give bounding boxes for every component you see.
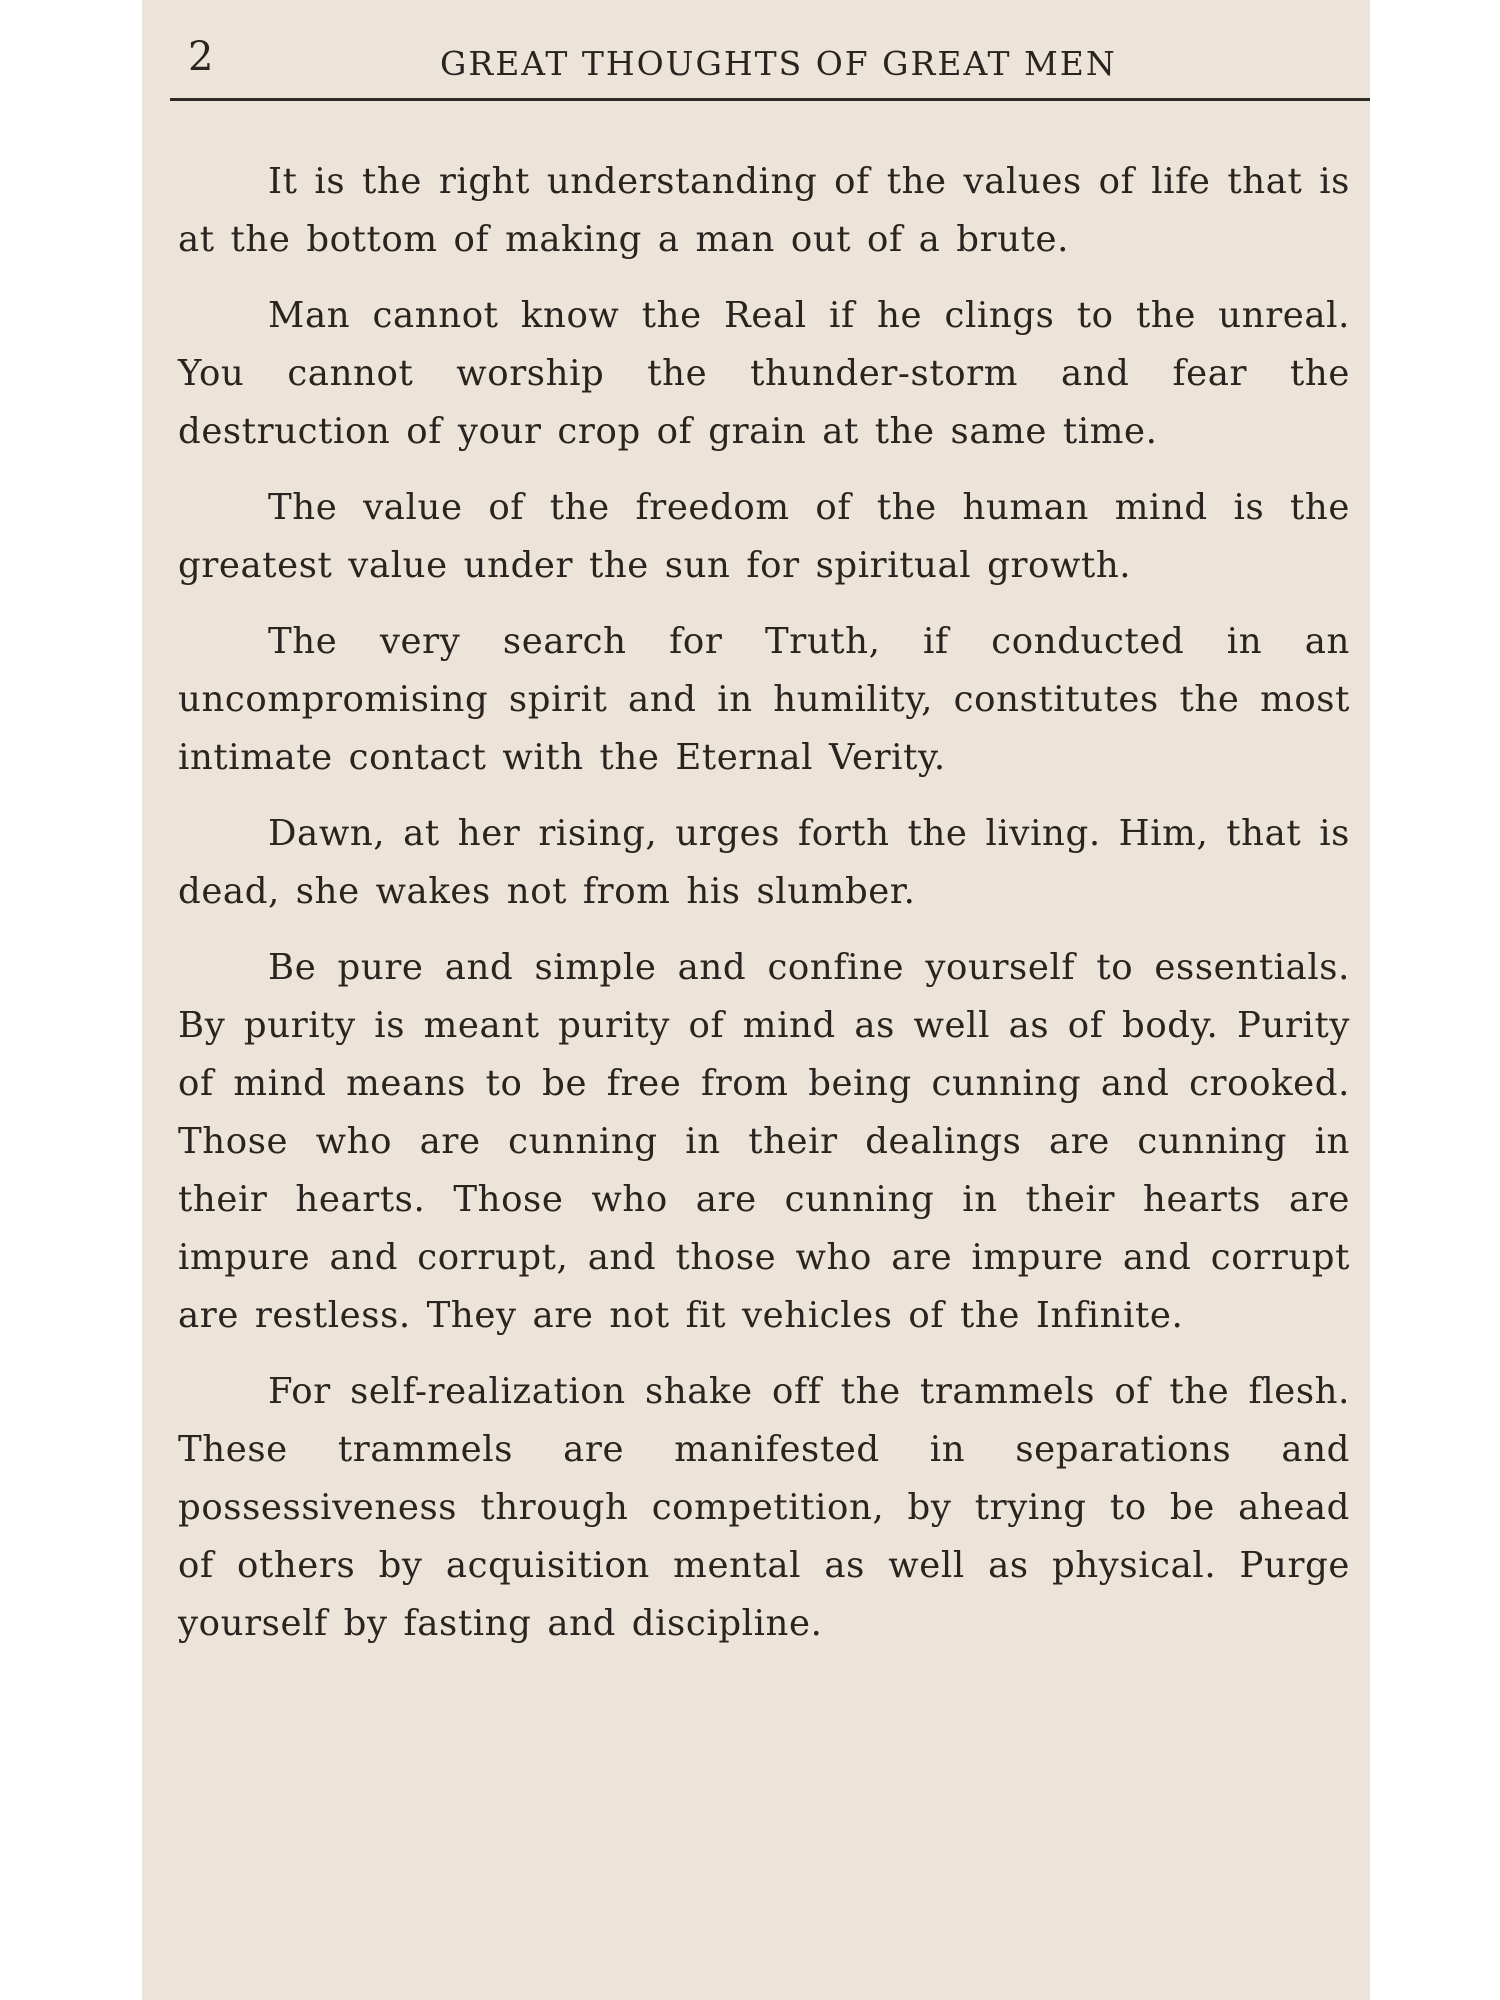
paragraph: The value of the freedom of the human mind is the greatest value under the sun for spiritual growth. bbox=[178, 487, 1350, 586]
paragraph: It is the right understanding of the values of life that is at the bottom of making a man out of a brute. bbox=[178, 161, 1350, 260]
page-number: 2 bbox=[188, 34, 215, 80]
running-title: GREAT THOUGHTS OF GREAT MEN bbox=[440, 44, 1117, 83]
paragraph: The very search for Truth, if conducted in an uncompromising spirit and in humility, constitutes the most intimate contact with the Eternal Verity. bbox=[178, 621, 1350, 778]
paragraph: For self-realization shake off the trammels of the flesh. These trammels are manifested in separations and possessiveness through competition, by trying to be ahead of others by acquisition mental as well as physical. Purge yourself by fasting and discipline. bbox=[178, 1371, 1350, 1644]
page-body bbox=[178, 153, 1350, 1671]
page-header bbox=[170, 30, 1370, 100]
paragraph: Be pure and simple and confine yourself to essentials. By purity is meant purity of mind as well as of body. Purity of mind means to be free from being cunning and crooked. Those who are cunning in their dealings are cunning in their hearts. Those who are cunning in their hearts are impure and corrupt, and those who are impure and corrupt are restless. They are not fit vehicles of the Infinite. bbox=[178, 947, 1350, 1336]
book-page bbox=[142, 0, 1370, 2000]
paragraph: Man cannot know the Real if he clings to the unreal. You cannot worship the thunder-storm and fear the destruction of your crop of grain at the same time. bbox=[178, 295, 1350, 452]
paragraph: Dawn, at her rising, urges forth the living. Him, that is dead, she wakes not from his slumber. bbox=[178, 813, 1350, 912]
header-divider bbox=[170, 98, 1370, 101]
